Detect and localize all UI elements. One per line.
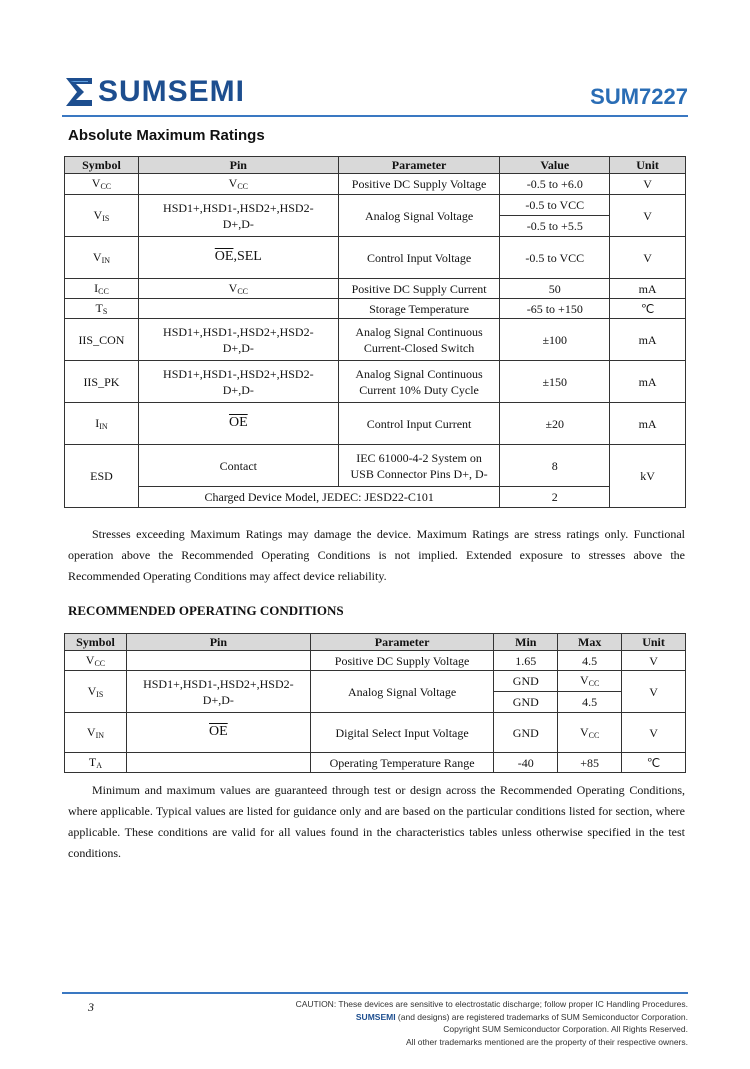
cdm-cell: Charged Device Model, JEDEC: JESD22-C101 [138,487,500,508]
value-cell: 50 [500,279,610,299]
symbol-cell: $V_{IN}$ [65,713,127,753]
footer-trademark: SUMSEMI (and designs) are registered trademarks of SUM Semiconductor Corporation. [355,1011,688,1022]
pin-cell: HSD1+,HSD1-,HSD2+,HSD2- D+,D- [138,361,338,403]
unit-cell: mA [610,403,686,445]
col-header: Parameter [310,634,494,651]
param-cell: Control Input Current [338,403,500,445]
pin-cell [126,651,310,671]
unit-cell: kV [610,445,686,508]
param-cell: Analog Signal Voltage [338,195,500,237]
min-cell: GND [494,671,558,692]
col-header: Pin [126,634,310,651]
col-header: Min [494,634,558,651]
table-row [65,237,686,279]
table-header-row [65,157,686,174]
max-cell: $V_{CC}$ [558,713,622,753]
value-cell: ±100 [500,319,610,361]
unit-cell: V [610,174,686,195]
unit-cell: V [610,195,686,237]
table-row [65,195,686,216]
symbol-cell: $V_{IN}$ [65,237,139,279]
page-number: 3 [88,1000,94,1014]
param-cell: IEC 61000-4-2 System on USB Connector Pins D+, D- [338,445,500,487]
col-header: Parameter [338,157,500,174]
rec-op-title: RECOMMENDED OPERATING CONDITIONS [68,603,344,618]
value-cell: -0.5 to VCC [500,237,610,279]
sumsemi-logo [64,76,245,108]
unit-cell: mA [610,361,686,403]
symbol-cell: ESD [65,445,139,508]
param-cell: Analog Signal Continuous Current 10% Duty Cycle [338,361,500,403]
rec-op-note: Minimum and maximum values are guaranteed through test or design across the Recommended Operating Conditions, where applicable. Typical values are listed for guidance only and are based on the particular conditions listed for section, where applicable. These conditions are valid for all values found in the characteristics tables unless otherwise specified in the test conditions. [68,783,685,860]
col-header: Value [500,157,610,174]
pin-cell: $\overline{OE}$ [138,403,338,445]
pin-cell: HSD1+,HSD1-,HSD2+,HSD2- D+,D- [126,671,310,713]
col-header: Unit [610,157,686,174]
abs-max-note: Stresses exceeding Maximum Ratings may damage the device. Maximum Ratings are stress ratings only. Functional operation above the Recommended Operating Conditions is not implied. Extended exposure to stresses above the Recommended Operating Conditions may affect device reliability. [68,527,685,583]
param-cell: Analog Signal Voltage [310,671,494,713]
param-cell: Positive DC Supply Voltage [310,651,494,671]
unit-cell: mA [610,279,686,299]
col-header: Pin [138,157,338,174]
table-row [65,671,686,692]
symbol-cell: $V_{IS}$ [65,671,127,713]
unit-cell: ℃ [622,753,686,773]
param-cell: Digital Select Input Voltage [310,713,494,753]
table-row [65,403,686,445]
value-cell: -0.5 to VCC [500,195,610,216]
value-cell: 2 [500,487,610,508]
pin-cell: Contact [138,445,338,487]
sigma-logo-icon [64,76,94,108]
min-cell: GND [494,713,558,753]
unit-cell: ℃ [610,299,686,319]
max-cell: 4.5 [558,692,622,713]
symbol-cell: IIS_PK [65,361,139,403]
unit-cell: V [622,671,686,713]
pin-cell: $V_{CC}$ [138,174,338,195]
min-cell: 1.65 [494,651,558,671]
table-row [65,319,686,361]
symbol-cell: $I_{IN}$ [65,403,139,445]
abs-max-title: Absolute Maximum Ratings [68,127,265,144]
symbol-cell: $I_{CC}$ [65,279,139,299]
value-cell: -0.5 to +5.5 [500,216,610,237]
symbol-cell: $T_A$ [65,753,127,773]
param-cell: Operating Temperature Range [310,753,494,773]
param-cell: Analog Signal Continuous Current-Closed Switch [338,319,500,361]
unit-cell: V [622,713,686,753]
symbol-cell: IIS_CON [65,319,139,361]
pin-cell: $V_{CC}$ [138,279,338,299]
unit-cell: mA [610,319,686,361]
table-row [65,361,686,403]
symbol-cell: $V_{CC}$ [65,651,127,671]
table-row [65,174,686,195]
footer-brand: SUMSEMI [355,1011,396,1022]
pin-cell: HSD1+,HSD1-,HSD2+,HSD2- D+,D- [138,319,338,361]
table-row [65,487,686,508]
pin-cell [126,753,310,773]
value-cell: 8 [500,445,610,487]
min-cell: -40 [494,753,558,773]
pin-cell [138,299,338,319]
unit-cell: V [622,651,686,671]
param-cell: Control Input Voltage [338,237,500,279]
logo-text: SUMSEMI [98,75,246,108]
col-header: Symbol [65,634,127,651]
pin-cell: $\overline{OE}$ [126,713,310,753]
table-row [65,279,686,299]
max-cell: 4.5 [558,651,622,671]
symbol-cell: $V_{CC}$ [65,174,139,195]
table-row [65,299,686,319]
min-cell: GND [494,692,558,713]
rec-op-table [64,633,686,773]
value-cell: ±20 [500,403,610,445]
footer-other-marks: All other trademarks mentioned are the property of their respective owners. [405,1036,688,1047]
value-cell: ±150 [500,361,610,403]
header-divider [62,115,688,117]
pin-cell: HSD1+,HSD1-,HSD2+,HSD2- D+,D- [138,195,338,237]
part-number: SUM7227 [590,84,688,109]
param-cell: Positive DC Supply Voltage [338,174,500,195]
pin-cell: $\overline{OE},SEL$ [138,237,338,279]
col-header: Max [558,634,622,651]
table-row [65,713,686,753]
footer-notice [188,998,688,1048]
footer-divider [62,992,688,994]
param-cell: Positive DC Supply Current [338,279,500,299]
abs-max-table [64,156,686,508]
max-cell: +85 [558,753,622,773]
value-cell: -0.5 to +6.0 [500,174,610,195]
symbol-cell: $V_{IS}$ [65,195,139,237]
col-header: Symbol [65,157,139,174]
symbol-cell: $T_S$ [65,299,139,319]
table-header-row [65,634,686,651]
value-cell: -65 to +150 [500,299,610,319]
table-row [65,651,686,671]
table-row [65,445,686,487]
param-cell: Storage Temperature [338,299,500,319]
footer-caution: CAUTION: These devices are sensitive to electrostatic discharge; follow proper IC Handling Procedures. [295,999,688,1009]
table-row [65,753,686,773]
col-header: Unit [622,634,686,651]
footer-copyright: Copyright SUM Semiconductor Corporation. All Rights Reserved. [443,1024,688,1034]
unit-cell: V [610,237,686,279]
max-cell: $V_{CC}$ [558,671,622,692]
